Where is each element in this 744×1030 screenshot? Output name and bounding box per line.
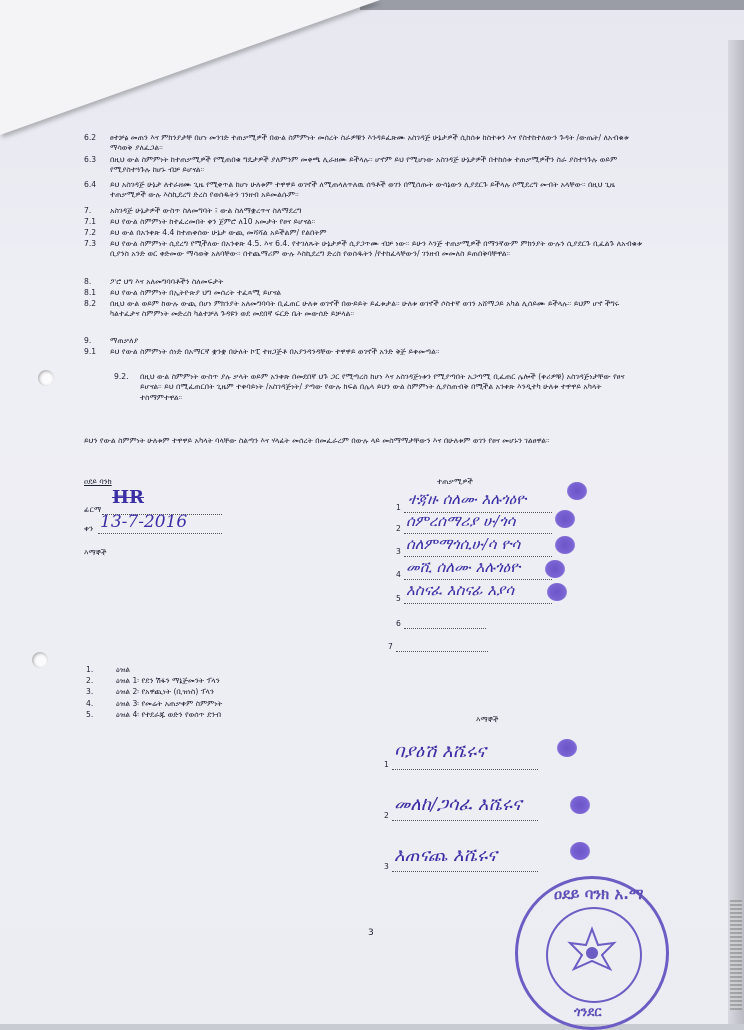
beneficiary-line: [404, 628, 486, 629]
list-item: 2. ዕዝል 1፡ የደን ሽፋን ማኔጅመንት ፕላን: [86, 676, 220, 686]
beneficiary-line: [396, 651, 488, 652]
punch-hole: [38, 370, 54, 386]
beneficiaries-heading: ተጠቃሚዎች: [437, 477, 473, 486]
witness-signature: እጠናጨ እሼሩና: [394, 845, 497, 866]
scan-noise: [730, 900, 742, 1010]
beneficiary-signature: እስናፈ እስናፊ እያሳ: [406, 581, 515, 599]
seal-flower-icon: [548, 909, 636, 997]
punch-hole: [32, 652, 48, 668]
beneficiary-signature: ሰምረሰማሪያ ሁ/ጎሳ: [406, 512, 516, 530]
beneficiary-line: [404, 603, 552, 604]
thumbprint: [547, 583, 567, 601]
beneficiary-num: 4: [396, 570, 401, 579]
page-number: 3: [368, 928, 374, 938]
list-item: 1. ዕዝል: [86, 665, 131, 674]
list-item: 4. ዕዝል 3፡ የመሬት አጠቃቀም ስምምነት: [86, 698, 223, 708]
beneficiary-signature: ተጃዙ ሰለሙ እሉጎዕዮ: [408, 490, 527, 508]
beneficiary-line: [404, 533, 552, 534]
beneficiary-num: 1: [396, 503, 401, 512]
bank-heading: ዐደይ ባንክ: [84, 477, 112, 486]
beneficiary-signature: መሺ ሰለሙ እሉጎዕዮ: [406, 558, 521, 576]
witness-num: 2: [384, 811, 389, 820]
thumbprint: [567, 482, 587, 500]
date-label: ቀን: [84, 524, 94, 533]
witness-signature: ባያዕሽ እሼሩና: [394, 741, 486, 762]
beneficiary-num: 2: [396, 524, 401, 533]
signature-label: ፊርማ: [84, 505, 102, 514]
scan-edge: [360, 0, 744, 10]
thumbprint: [570, 842, 590, 860]
date-handwritten: 13-7-2016: [100, 512, 188, 532]
list-item: 5. ዕዝል 4፡ የተደራጁ ወድን የወሰጥ ደንብ: [86, 709, 222, 719]
witnesses-label: እማኞች: [84, 548, 107, 557]
scan-edge-right: [728, 40, 744, 1024]
beneficiary-line: [404, 579, 552, 580]
thumbprint: [555, 536, 575, 554]
beneficiary-signature: ሰለምማጎሲሁ/ሳ ዮሳ: [406, 535, 521, 553]
thumbprint: [545, 560, 565, 578]
witness-line: [392, 871, 538, 872]
seal-text-top: ዐደይ ባንክ አ.ማ: [554, 885, 644, 903]
witnesses-heading: እማኞች: [476, 715, 499, 724]
folded-corner: [0, 0, 380, 135]
witness-line: [392, 820, 538, 821]
thumbprint: [555, 510, 575, 528]
attachments-list: [86, 664, 222, 720]
beneficiary-num: 7: [388, 642, 393, 651]
seal-emblem: [546, 907, 642, 1003]
beneficiary-num: 5: [396, 594, 401, 603]
witness-line: [392, 769, 538, 770]
closing-statement: ይህን የውል ስምምነት ሁለቱም ተዋዋይ አካላት ባላቸው ስልጣን እና ሃላፊት መሰረት በመፈራረም በውሉ ላይ መስማማታቸውን እና በሁለቱም ወገን የፀና መሆኑን ገልፀዋል።: [84, 436, 550, 445]
list-item: 3. ዕዝል 2፡ የአዋጪነት (ቢዝነስ) ፕላን: [86, 687, 214, 697]
beneficiary-line: [404, 556, 552, 557]
beneficiary-num: 6: [396, 619, 401, 628]
witness-signature: መለከ/ጋሳፈ እሼሩና: [394, 794, 522, 815]
witness-num: 1: [384, 760, 389, 769]
thumbprint: [557, 739, 577, 757]
official-seal: [515, 876, 669, 1030]
beneficiary-num: 3: [396, 547, 401, 556]
bank-signature: HR: [112, 487, 144, 508]
thumbprint: [570, 796, 590, 814]
document-page: 6.2 ፀተቻፅ መጠን እና ምክንያታቸ በሆነ መንገድ ተጠቃሚዎች በውል ስምምነት መሰረት ስራዎቹን እንዳይፈጽሙ አስገዳጅ ሁኔታዎች ሲከሰቱ ከስተቱን እና የስተከተለውን ጉዳት /ውጤት/ ለአብቁቱ ማሳወቅ ያለፈጋል። 6.3 በዚህ ውል ስምምነት ከተጠቃሚዎች የሚጠበቁ ግዴታዎች ያለምንም መቀጫ ሊራዘሙ ይችላሉ። ሆኖም ይህ የሚሆነው አስገዳጅ ሁኔታዎች በተከሰቱ ተጠቃሚዎችን ስራ ያስተጓጉሉ ወይም የሚያስተጓጉሉ ከሆኑ ብቻ ይሆናል። 6.4 ይህ አስገዳጅ ሁኔታ ለተራዘሙ ጊዜ የሚቀጥል ከሆነ ሁለቱም ተዋዋይ ወገኖች ለሚጠላለጥለዉ ሰዓቶች ወገን በሚሰጡት ውሳኔውን ሊያደርጉ ይችላሉ ሶሚደረግ መብት አላቸው። በዚህ ጊዜ ተጠቃሚዎች ውሉ እስኪደረግ ድረስ የወሰዱትን ገንዘብ አይመልሱም። 7. አስገዳጅ ሁኔታዎች ውስጥ ስለመግባት ፣ ውል ስለማቋረጥና ስለማደረግ 7.1 ይህ የውል ስምምነት ከተፈረመበት ቀን ጀምሮ ለ10 አመታት የፀና ይሆናል። 7.2 ይህ ውል በአንቀጽ 4.4 ከተጠቀሰው ሁኔታ ውጪ መሻሻል አይችልም/ የልበትም 7.3 ይህ የውል ስምምነት ሲደረግ የሚችለው በአንቀጽ 4.5. እና 6.4. የተገለጹት ሁኔታዎች ሲያጋጥሙ ብቻ ነው። ይሁን እንጅ ተጠቃሚዎች በማንኛውም ምክንያት ውሉን ሲያደርጉ ቢፈልጉ ለአብቁቱ ቢያንስ አንድ ወር ቀድመው ማሳወቅ አለባቸው። በተጨማሪም ውሉ እስኪደረግ ድረስ የወሰዱትን /የተከፈላቸውን/ ገንዘብ መመለስ ይጠበቅባቸዋል። 8. ፖሮ ህግ እና አለመግባባቶችን ስለመፍታት 8.1 ይህ የውል ስምምነት በኢትዮጵያ ህግ መሰረት ተፈጻሚ ይሆናል 8.2 በዚህ ውል ወይም ከውሉ ውጪ በሆነ ምክንያት አለመግባባት ቢፈጠር ሁለቱ ወገኖች በውይይት ይፈቱታል። ሁለቱ ወገኖች ሶስተኛ ወገን አሸማጋይ አካል ሊሰይሙ ይችላሉ። ይህም ሆኖ ችግሩ ካልተፈታና ስምምነት መድረስ ካልተቻለ ጉዳዩን ወደ መደበኛ ፍርድ ቤት መውሰድ ይቻላል። 9. ማጠቃለያ 9.1 ይህ የውል ስምምነት ሰነድ በአማርኛ ቋንቋ በሁለት ኮፒ ተዘጋጅቶ በአያንዳንዳቸው ተዋዋይ ወገኖች አንድ ቅጅ ይቀመጣል። 9.2. በዚህ ውል ስምምነት ውስጥ ያሉ ቃላት ወይም አንቀጽ በመደበኛ ህጉ ጋር የሚጣረስ ከሆነ እና አስገዳጅነቱን የሚያጣበት አጋጣሚ ቢፈጠር ሌሎች (ቀሪዎቹ) አስገዳጅነታቸው የፀና ይሆናል። ይህ በሚፈጠርበት ጊዜም ተቀባይነት /አስገዳጅነት/ ያጣው የውሉ ክፍል በሌላ ይህን ውል ስምምነት ሊያስጠብቅ በሚችል አንቀጽ እንዲተካ ሁለቱ ተዋዋይ አካላት ተስማምተዋል። ይህን የውል ስምምነት ሁለቱም ተዋዋይ አካላት ባላቸው ስልጣን እና ሃላፊት መሰረት በመፈራረም በውሉ ላይ መስማማታቸውን እና በሁለቱም ወገን የፀና መሆኑን ገልፀዋል። ዐደይ ባንክ ፊርማ HR ቀን 13-7-2016 እማኞች ተጠቃሚዎች 1 ተጃዙ ሰለሙ እሉጎዕዮ 2 ሰምረሰማሪያ ሁ/ጎሳ 3 ሰለምማጎሲሁ/ሳ ዮሳ 4 መሺ ሰለሙ እሉጎዕዮ 5 እስናፈ እስናፊ እያሳ 6 7 1. ዕዝል 2. ዕዝል 1፡ የደን ሽፋን ማኔጅመንት ፕላን 3. ዕዝል 2፡ የአዋጪነት (ቢዝነስ) ፕላን 4. ዕዝል 3፡ የመሬት አጠቃቀም ስምምነት 5. ዕዝል 4፡ የተደራጁ ወድን የወሰጥ ደንብ እማኞች 1 ባያዕሽ እሼሩና 2 መለከ/ጋሳፈ እሼሩና 3 እጠናጨ እሼሩና 3 ዐደይ ባንክ አ.ማ ጎንደር: [0, 0, 744, 1024]
witness-num: 3: [384, 862, 389, 871]
seal-text-bottom: ጎንደር: [574, 1005, 602, 1020]
date-line: [98, 533, 222, 534]
